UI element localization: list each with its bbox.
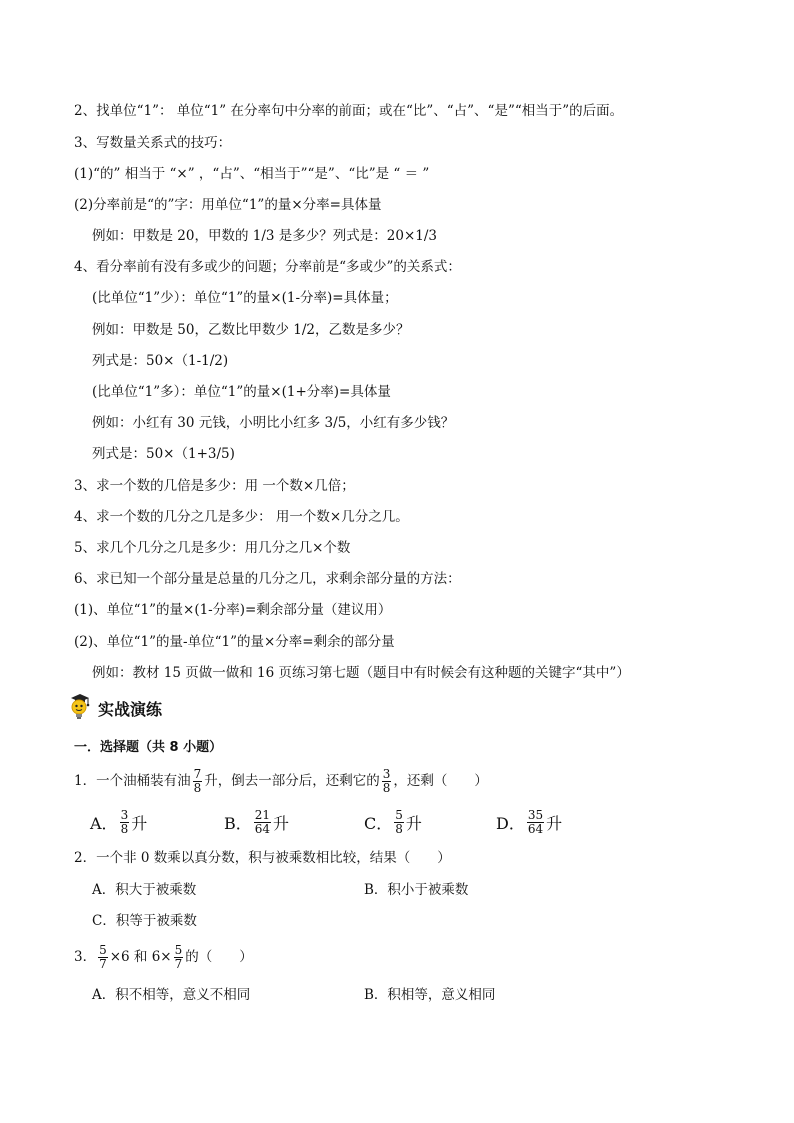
question-number: 3． — [74, 949, 97, 965]
example-line: 例如：教材 15 页做一做和 16 页练习第七题（题目中有时候会有这种题的关键字“其中”） — [92, 665, 630, 681]
denominator: 7 — [99, 956, 107, 971]
numerator: 5 — [99, 942, 107, 957]
fraction — [382, 768, 392, 795]
denominator: 8 — [382, 780, 391, 795]
question-3 — [74, 942, 253, 972]
numerator: 35 — [527, 807, 544, 822]
rule-line: 4、看分率前有没有多或少的问题；分率前是“多或少”的关系式： — [74, 259, 461, 275]
formula-line: 列式是：50×（1+3/5) — [92, 446, 235, 462]
question-number: 2． — [74, 850, 97, 866]
denominator: 8 — [193, 780, 202, 795]
denominator: 7 — [174, 956, 183, 971]
numerator: 21 — [254, 807, 271, 822]
rule-line: 3、写数量关系式的技巧： — [74, 135, 232, 151]
rule-line: (1)“的” 相当于 “×” ，“占”、“相当于”“是”、“比”是 “ ＝ ” — [74, 166, 430, 182]
part-heading: 一．选择题（共 8 小题） — [74, 740, 223, 755]
rule-line: (1)、单位“1”的量×(1-分率)=剩余部分量（建议用） — [74, 602, 392, 618]
numerator: 3 — [382, 766, 391, 781]
question-text: 的（ ） — [185, 949, 253, 965]
option-unit: 升 — [546, 813, 563, 833]
option-c[interactable] — [364, 806, 422, 838]
option-label: D． — [496, 813, 525, 833]
option-label: C． — [364, 813, 393, 833]
option-unit: 升 — [131, 813, 148, 833]
example-line: 例如：甲数是 50，乙数比甲数少 1/2，乙数是多少？ — [92, 322, 410, 338]
option-a[interactable] — [90, 806, 147, 838]
rule-line: 2、找单位“1”： 单位“1” 在分率句中分率的前面；或在“比”、“占”、“是”“相当于”的后面。 — [74, 103, 624, 119]
question-text: ，还剩（ ） — [393, 773, 488, 789]
rule-line: (比单位“1”多）：单位“1”的量×(1+分率)=具体量 — [92, 384, 391, 400]
question-1 — [74, 766, 488, 796]
fraction — [254, 809, 271, 836]
section-title: 实战演练 — [98, 699, 163, 719]
question-2 — [74, 849, 451, 867]
rule-line: (2)、单位“1”的量-单位“1”的量×分率=剩余的部分量 — [74, 634, 395, 650]
option-label: A． — [90, 813, 118, 833]
fraction — [120, 809, 130, 836]
denominator: 8 — [395, 821, 403, 836]
fraction — [174, 944, 184, 971]
rule-line: 5、求几个几分之几是多少：用几分之几×个数 — [74, 540, 351, 556]
graduate-bulb-icon — [66, 692, 92, 724]
rule-line: 4、求一个数的几分之几是多少： 用一个数×几分之几。 — [74, 509, 409, 525]
numerator: 5 — [174, 942, 183, 957]
option-label: B． — [224, 813, 252, 833]
numerator: 7 — [193, 766, 202, 781]
option-c[interactable]: C．积等于被乘数 — [92, 913, 197, 929]
question-number: 1． — [74, 773, 97, 789]
numerator: 5 — [395, 807, 403, 822]
option-unit: 升 — [405, 813, 422, 833]
denominator: 64 — [254, 821, 271, 836]
rule-line: 6、求已知一个部分量是总量的几分之几，求剩余部分量的方法： — [74, 571, 461, 587]
fraction — [527, 809, 544, 836]
denominator: 8 — [120, 821, 129, 836]
fraction — [193, 768, 203, 795]
option-b[interactable]: B．积小于被乘数 — [364, 882, 469, 898]
option-b[interactable]: B．积相等，意义相同 — [364, 987, 496, 1003]
example-line: 例如：甲数是 20，甲数的 1/3 是多少？列式是：20×1/3 — [92, 228, 437, 244]
numerator: 3 — [120, 807, 129, 822]
question-text: 一个油桶装有油 — [96, 773, 191, 789]
denominator: 64 — [527, 821, 544, 836]
option-unit: 升 — [273, 813, 290, 833]
question-text: 一个非 0 数乘以真分数，积与被乘数相比较，结果（ ） — [96, 850, 451, 866]
option-a[interactable]: A．积大于被乘数 — [92, 882, 197, 898]
rule-line: 3、求一个数的几倍是多少：用 一个数×几倍； — [74, 478, 355, 494]
fraction — [98, 944, 108, 971]
section-header — [66, 694, 162, 722]
question-text: ×6 和 6× — [109, 949, 172, 965]
formula-line: 列式是：50×（1-1/2) — [92, 353, 229, 369]
q1-options — [0, 806, 794, 838]
option-b[interactable] — [224, 806, 289, 838]
option-a[interactable]: A．积不相等，意义不相同 — [92, 987, 251, 1003]
rule-line: (2)分率前是“的”字：用单位“1”的量×分率=具体量 — [74, 197, 382, 213]
fraction — [394, 809, 404, 836]
question-text: 升，倒去一部分后，还剩它的 — [204, 773, 380, 789]
example-line: 例如：小红有 30 元钱，小明比小红多 3/5，小红有多少钱？ — [92, 415, 455, 431]
option-d[interactable] — [496, 806, 562, 838]
rule-line: (比单位“1”少）：单位“1”的量×(1-分率)=具体量； — [92, 290, 398, 306]
